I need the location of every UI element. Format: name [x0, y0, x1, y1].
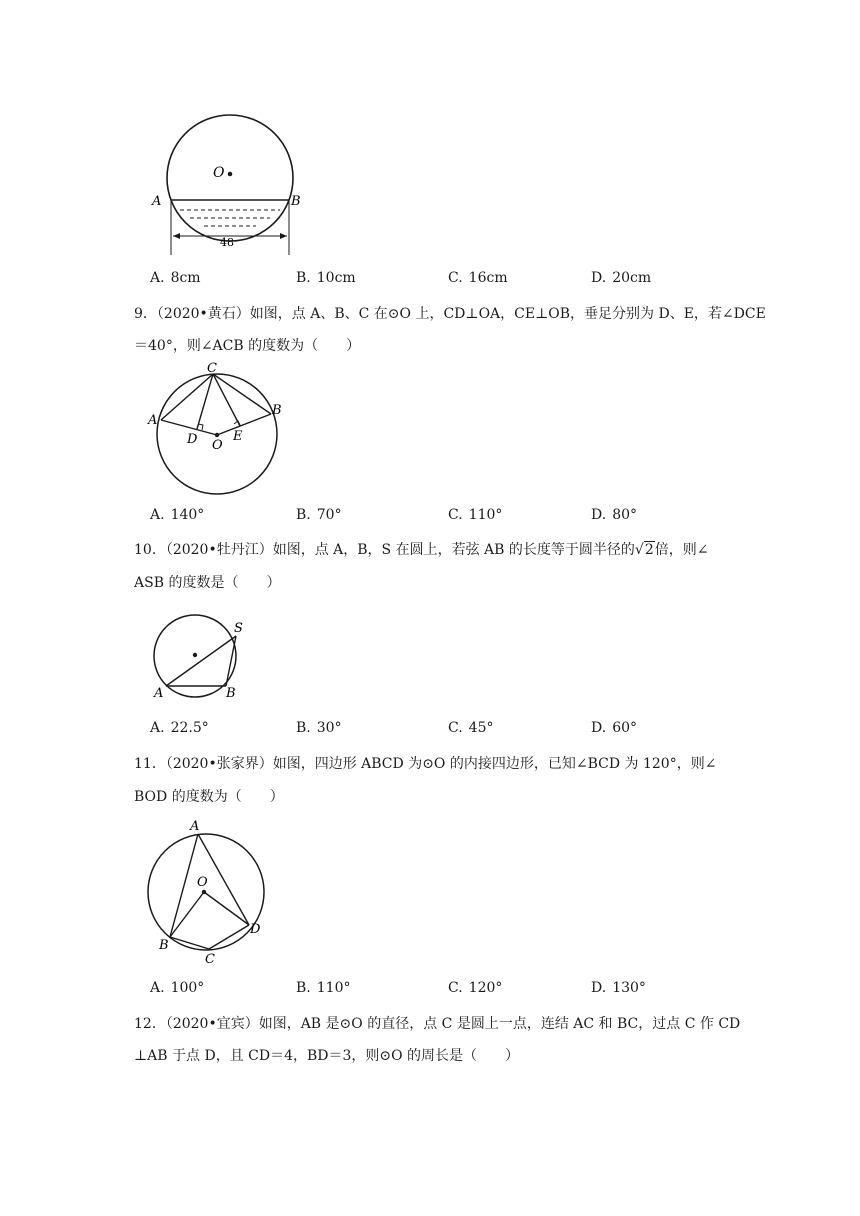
q11-line1: 11．（2020•张家界）如图，四边形 ABCD 为⊙O 的内接四边形，已知∠BCD 为 120°，则∠ — [134, 756, 717, 772]
option-b[interactable]: B. 110° — [296, 980, 351, 996]
q10-figure — [148, 618, 258, 704]
q11-figure — [142, 818, 272, 968]
option-b[interactable]: B. 70° — [296, 507, 342, 523]
label-c: C — [207, 361, 217, 376]
option-c[interactable]: C. 45° — [448, 720, 494, 736]
option-c[interactable]: C. 16cm — [448, 270, 508, 286]
q10-line1: 10．（2020•牡丹江）如图，点 A，B，S 在圆上，若弦 AB 的长度等于圆半径的√2倍，则∠ — [134, 542, 709, 558]
q9-line1: 9．（2020•黄石）如图，点 A、B、C 在⊙O 上，CD⊥OA，CE⊥OB，垂足分别为 D、E，若∠DCE — [134, 306, 766, 322]
option-a[interactable]: A. 100° — [150, 980, 205, 996]
option-a[interactable]: A. 8cm — [150, 270, 201, 286]
q9-figure — [145, 362, 295, 502]
label-c: C — [205, 952, 215, 967]
q9-line2: ＝40°，则∠ACB 的度数为（ ） — [134, 338, 361, 354]
q12-line2: ⊥AB 于点 D，且 CD＝4，BD＝3，则⊙O 的周长是（ ） — [134, 1048, 520, 1064]
label-a: A — [152, 194, 162, 209]
q9-options — [150, 507, 770, 527]
option-c[interactable]: C. 110° — [448, 507, 503, 523]
q11-options — [150, 980, 770, 1000]
label-o: O — [213, 165, 225, 181]
dimension-label: 48 — [220, 236, 234, 249]
q8-options — [150, 270, 770, 290]
option-c[interactable]: C. 120° — [448, 980, 503, 996]
label-b: B — [159, 938, 169, 953]
option-d[interactable]: D. 130° — [591, 980, 646, 996]
label-o: O — [197, 875, 208, 890]
label-a: A — [148, 413, 158, 428]
label-d: D — [187, 432, 198, 447]
label-e: E — [233, 429, 243, 444]
label-s: S — [234, 621, 243, 636]
q11-line2: BOD 的度数为（ ） — [134, 789, 284, 805]
label-o: O — [212, 438, 223, 453]
sqrt-symbol: √2 — [634, 542, 654, 558]
option-b[interactable]: B. 10cm — [296, 270, 356, 286]
option-a[interactable]: A. 22.5° — [150, 720, 209, 736]
q8-figure — [140, 100, 320, 260]
option-b[interactable]: B. 30° — [296, 720, 342, 736]
option-a[interactable]: A. 140° — [150, 507, 205, 523]
q12-line1: 12．（2020•宜宾）如图，AB 是⊙O 的直径，点 C 是圆上一点，连结 AC 和 BC，过点 C 作 CD — [134, 1016, 741, 1032]
q10-line2: ASB 的度数是（ ） — [134, 575, 281, 591]
label-d: D — [250, 922, 261, 937]
label-b: B — [226, 686, 236, 701]
q10-options — [150, 720, 770, 740]
label-b: B — [272, 403, 282, 418]
label-a: A — [190, 819, 200, 834]
label-a: A — [154, 686, 164, 701]
option-d[interactable]: D. 80° — [591, 507, 638, 523]
label-b: B — [291, 194, 301, 209]
option-d[interactable]: D. 60° — [591, 720, 638, 736]
option-d[interactable]: D. 20cm — [591, 270, 652, 286]
